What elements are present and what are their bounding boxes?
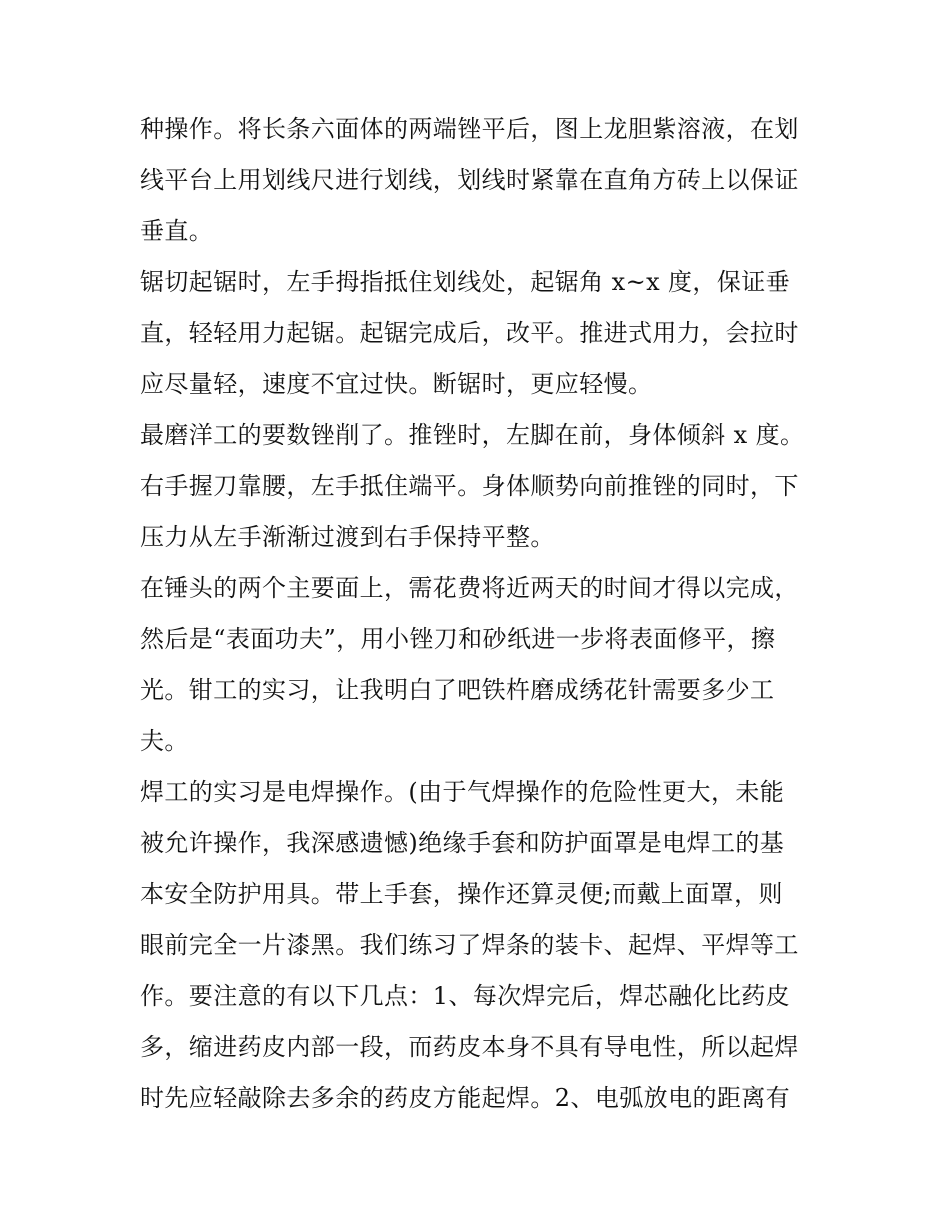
paragraph-sawing [140, 257, 820, 410]
text-line: 最磨洋工的要数锉削了。推锉时，左脚在前，身体倾斜 x 度。 [140, 421, 805, 449]
text-line: 然后是“表面功夫”，用小锉刀和砂纸进一步将表面修平，擦 [140, 625, 776, 653]
paragraph-welding [140, 767, 820, 1124]
text-line: 作。要注意的有以下几点：1、每次焊完后，焊芯融化比药皮 [140, 982, 791, 1010]
text-line: 被允许操作，我深感遗憾)绝缘手套和防护面罩是电焊工的基 [140, 829, 785, 857]
text-line: 多，缩进药皮内部一段，而药皮本身不具有导电性，所以起焊 [140, 1033, 799, 1061]
text-line: 应尽量轻，速度不宜过快。断锯时，更应轻慢。 [140, 370, 653, 398]
text-line: 眼前完全一片漆黑。我们练习了焊条的装卡、起焊、平焊等工 [140, 931, 799, 959]
text-line: 直，轻轻用力起锯。起锯完成后，改平。推进式用力，会拉时 [140, 319, 799, 347]
text-line: 线平台上用划线尺进行划线，划线时紧靠在直角方砖上以保证 [140, 166, 799, 194]
paragraph-filing [140, 410, 820, 563]
text-line: 时先应轻敲除去多余的药皮方能起焊。2、电弧放电的距离有 [140, 1084, 791, 1112]
text-line: 夫。 [140, 727, 189, 755]
text-line: 压力从左手渐渐过渡到右手保持平整。 [140, 523, 555, 551]
paragraph-marking [140, 104, 820, 257]
text-line: 垂直。 [140, 217, 214, 245]
text-line: 光。钳工的实习，让我明白了吧铁杵磨成绣花针需要多少工 [140, 676, 775, 704]
text-line: 焊工的实习是电焊操作。(由于气焊操作的危险性更大，未能 [140, 778, 785, 806]
paragraph-hammer-head [140, 563, 820, 767]
text-line: 右手握刀靠腰，左手抵住端平。身体顺势向前推锉的同时，下 [140, 472, 799, 500]
body-text [140, 104, 820, 1124]
text-line: 在锤头的两个主要面上，需花费将近两天的时间才得以完成， [140, 574, 799, 602]
text-line: 种操作。将长条六面体的两端锉平后，图上龙胆紫溶液，在划 [140, 115, 799, 143]
text-line: 锯切起锯时，左手拇指抵住划线处，起锯角 x~x 度，保证垂 [140, 268, 791, 296]
text-line: 本安全防护用具。带上手套，操作还算灵便;而戴上面罩，则 [140, 880, 783, 908]
